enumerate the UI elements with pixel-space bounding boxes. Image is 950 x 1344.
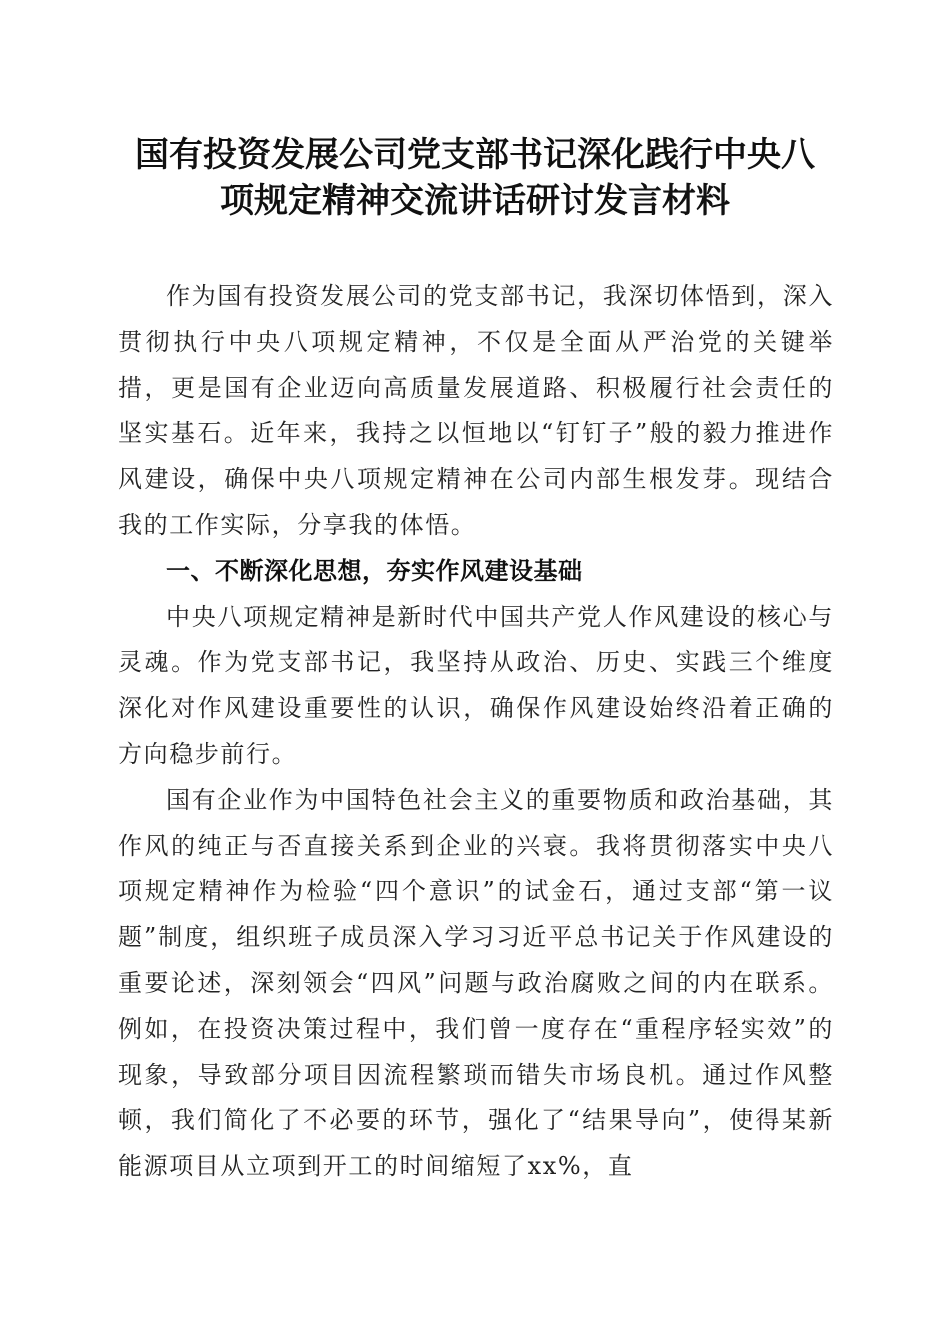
- document-body: [118, 274, 834, 1190]
- title-line-2: 项规定精神交流讲话研讨发言材料: [220, 181, 730, 221]
- intro-paragraph: 作为国有投资发展公司的党支部书记，我深切体悟到，深入贯彻执行中央八项规定精神，不仅是全面从严治党的关键举措，更是国有企业迈向高质量发展道路、积极履行社会责任的坚实基石。近年来，我持之以恒地以“钉钉子”般的毅力推进作风建设，确保中央八项规定精神在公司内部生根发芽。现结合我的工作实际，分享我的体悟。: [118, 282, 834, 539]
- document-title: [100, 132, 850, 224]
- body-paragraph-2: 国有企业作为中国特色社会主义的重要物质和政治基础，其作风的纯正与否直接关系到企业的兴衰。我将贯彻落实中央八项规定精神作为检验“四个意识”的试金石，通过支部“第一议题”制度，组织班子成员深入学习习近平总书记关于作风建设的重要论述，深刻领会“四风”问题与政治腐败之间的内在联系。例如，在投资决策过程中，我们曾一度存在“重程序轻实效”的现象，导致部分项目因流程繁琐而错失市场良机。通过作风整顿，我们简化了不必要的环节，强化了“结果导向”，使得某新能源项目从立项到开工的时间缩短了xx%，直: [118, 785, 834, 1181]
- title-line-1: 国有投资发展公司党支部书记深化践行中央八: [135, 135, 815, 175]
- body-paragraph-1: 中央八项规定精神是新时代中国共产党人作风建设的核心与灵魂。作为党支部书记，我坚持从政治、历史、实践三个维度深化对作风建设重要性的认识，确保作风建设始终沿着正确的方向稳步前行。: [118, 602, 834, 768]
- section-heading-1: 一、不断深化思想，夯实作风建设基础: [166, 556, 583, 585]
